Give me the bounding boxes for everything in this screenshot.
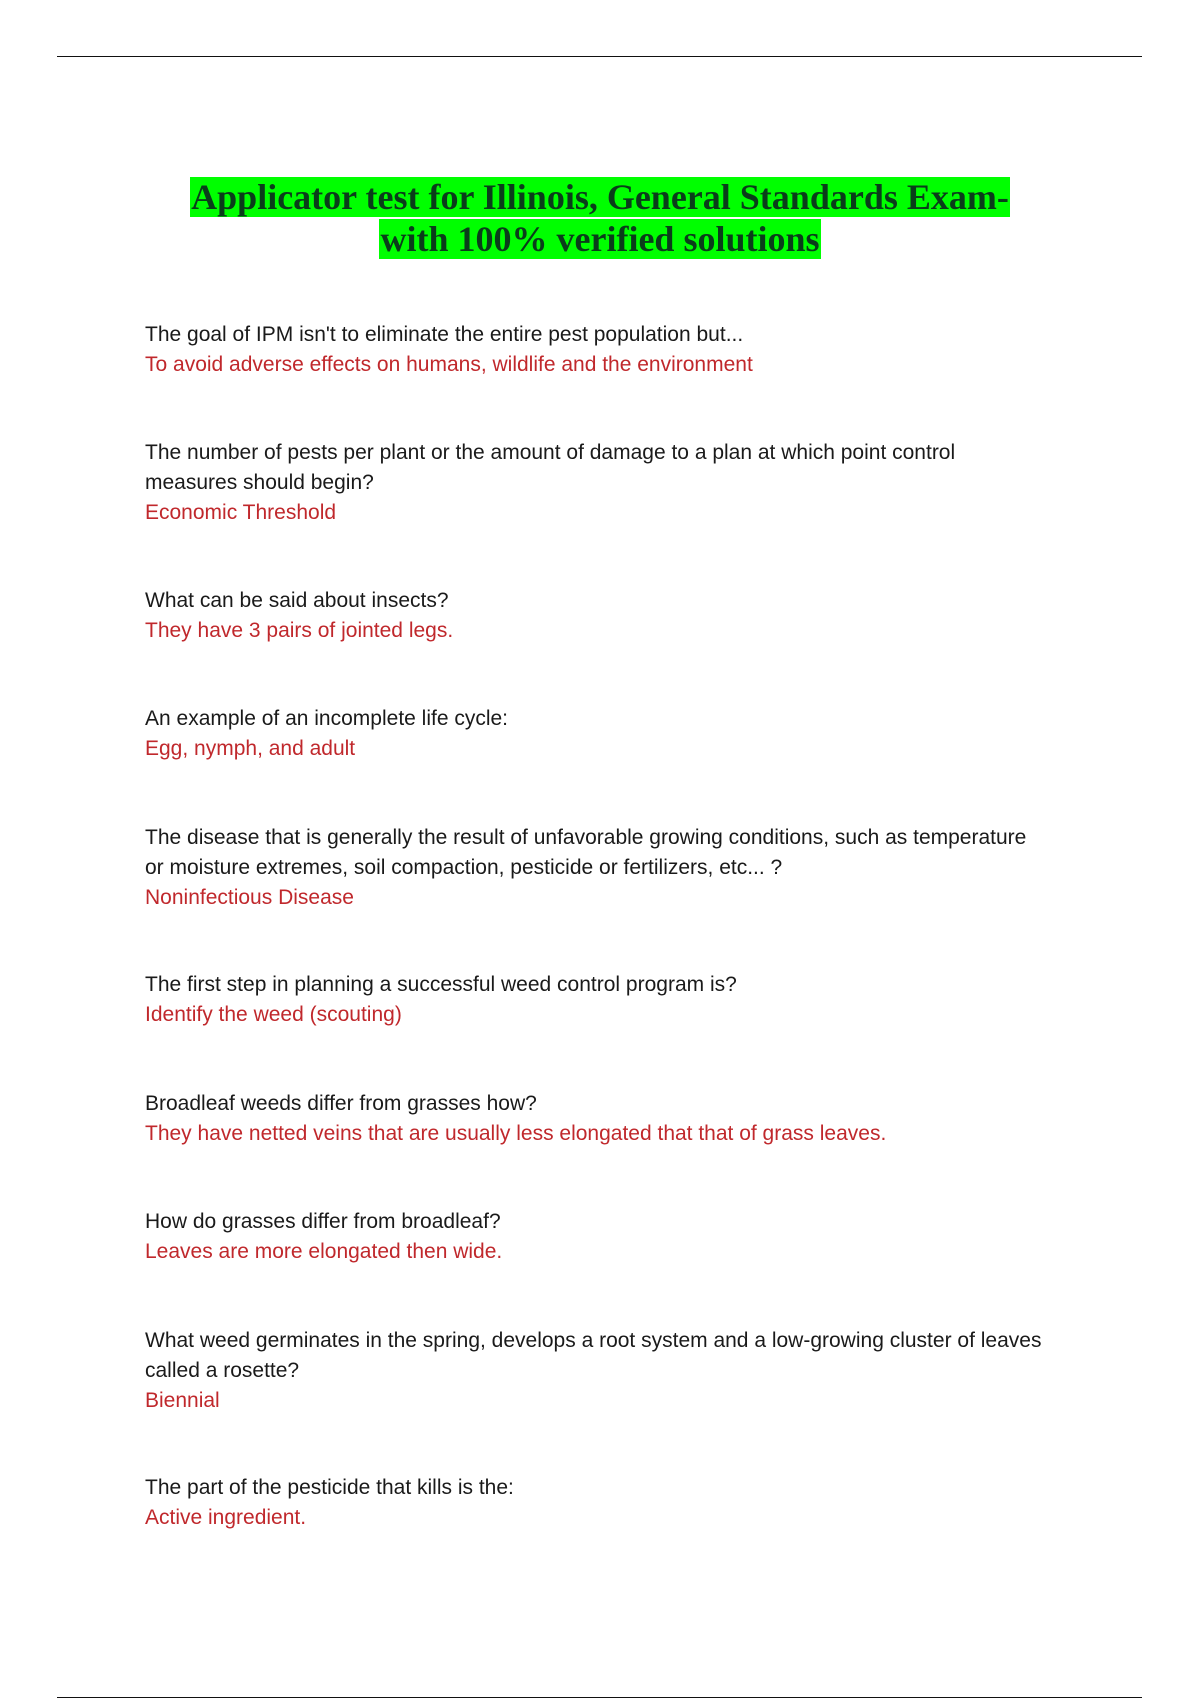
question-text: What can be said about insects? bbox=[145, 589, 449, 612]
answer-text: Noninfectious Disease bbox=[145, 886, 354, 909]
answer-text: Leaves are more elongated then wide. bbox=[145, 1240, 503, 1263]
header-rule bbox=[57, 56, 1142, 57]
title-line-2: with 100% verified solutions bbox=[380, 219, 820, 259]
title-line-1: Applicator test for Illinois, General Standards Exam- bbox=[191, 177, 1009, 217]
question-text: What weed germinates in the spring, develops a root system and a low-growing cluster of leaves called a rosette? bbox=[145, 1329, 1042, 1382]
qa-item bbox=[145, 1207, 1045, 1267]
question-text: An example of an incomplete life cycle: bbox=[145, 707, 509, 730]
question-text: Broadleaf weeds differ from grasses how? bbox=[145, 1092, 537, 1115]
qa-item bbox=[145, 438, 1045, 528]
answer-text: Biennial bbox=[145, 1389, 220, 1412]
qa-item bbox=[145, 586, 1045, 646]
question-text: The goal of IPM isn't to eliminate the entire pest population but... bbox=[145, 323, 744, 346]
qa-item bbox=[145, 823, 1045, 913]
answer-text: Economic Threshold bbox=[145, 501, 337, 524]
qa-item bbox=[145, 320, 1045, 380]
answer-text: They have 3 pairs of jointed legs. bbox=[145, 619, 454, 642]
question-text: The disease that is generally the result of unfavorable growing conditions, such as temperature or moisture extremes, soil compaction, pesticide or fertilizers, etc... ? bbox=[145, 826, 1027, 879]
qa-item bbox=[145, 1473, 1045, 1533]
answer-text: They have netted veins that are usually less elongated that that of grass leaves. bbox=[145, 1122, 887, 1145]
qa-item bbox=[145, 970, 1045, 1030]
answer-text: Active ingredient. bbox=[145, 1506, 307, 1529]
answer-text: Egg, nymph, and adult bbox=[145, 737, 356, 760]
question-text: The first step in planning a successful weed control program is? bbox=[145, 973, 737, 996]
qa-item bbox=[145, 1089, 1045, 1149]
footer-rule bbox=[57, 1697, 1142, 1698]
qa-item bbox=[145, 704, 1045, 764]
question-text: How do grasses differ from broadleaf? bbox=[145, 1210, 501, 1233]
question-text: The number of pests per plant or the amount of damage to a plan at which point control measures should begin? bbox=[145, 441, 956, 494]
answer-text: Identify the weed (scouting) bbox=[145, 1003, 402, 1026]
answer-text: To avoid adverse effects on humans, wildlife and the environment bbox=[145, 353, 753, 376]
document-title bbox=[100, 176, 1100, 260]
qa-item bbox=[145, 1326, 1045, 1416]
question-text: The part of the pesticide that kills is the: bbox=[145, 1476, 514, 1499]
